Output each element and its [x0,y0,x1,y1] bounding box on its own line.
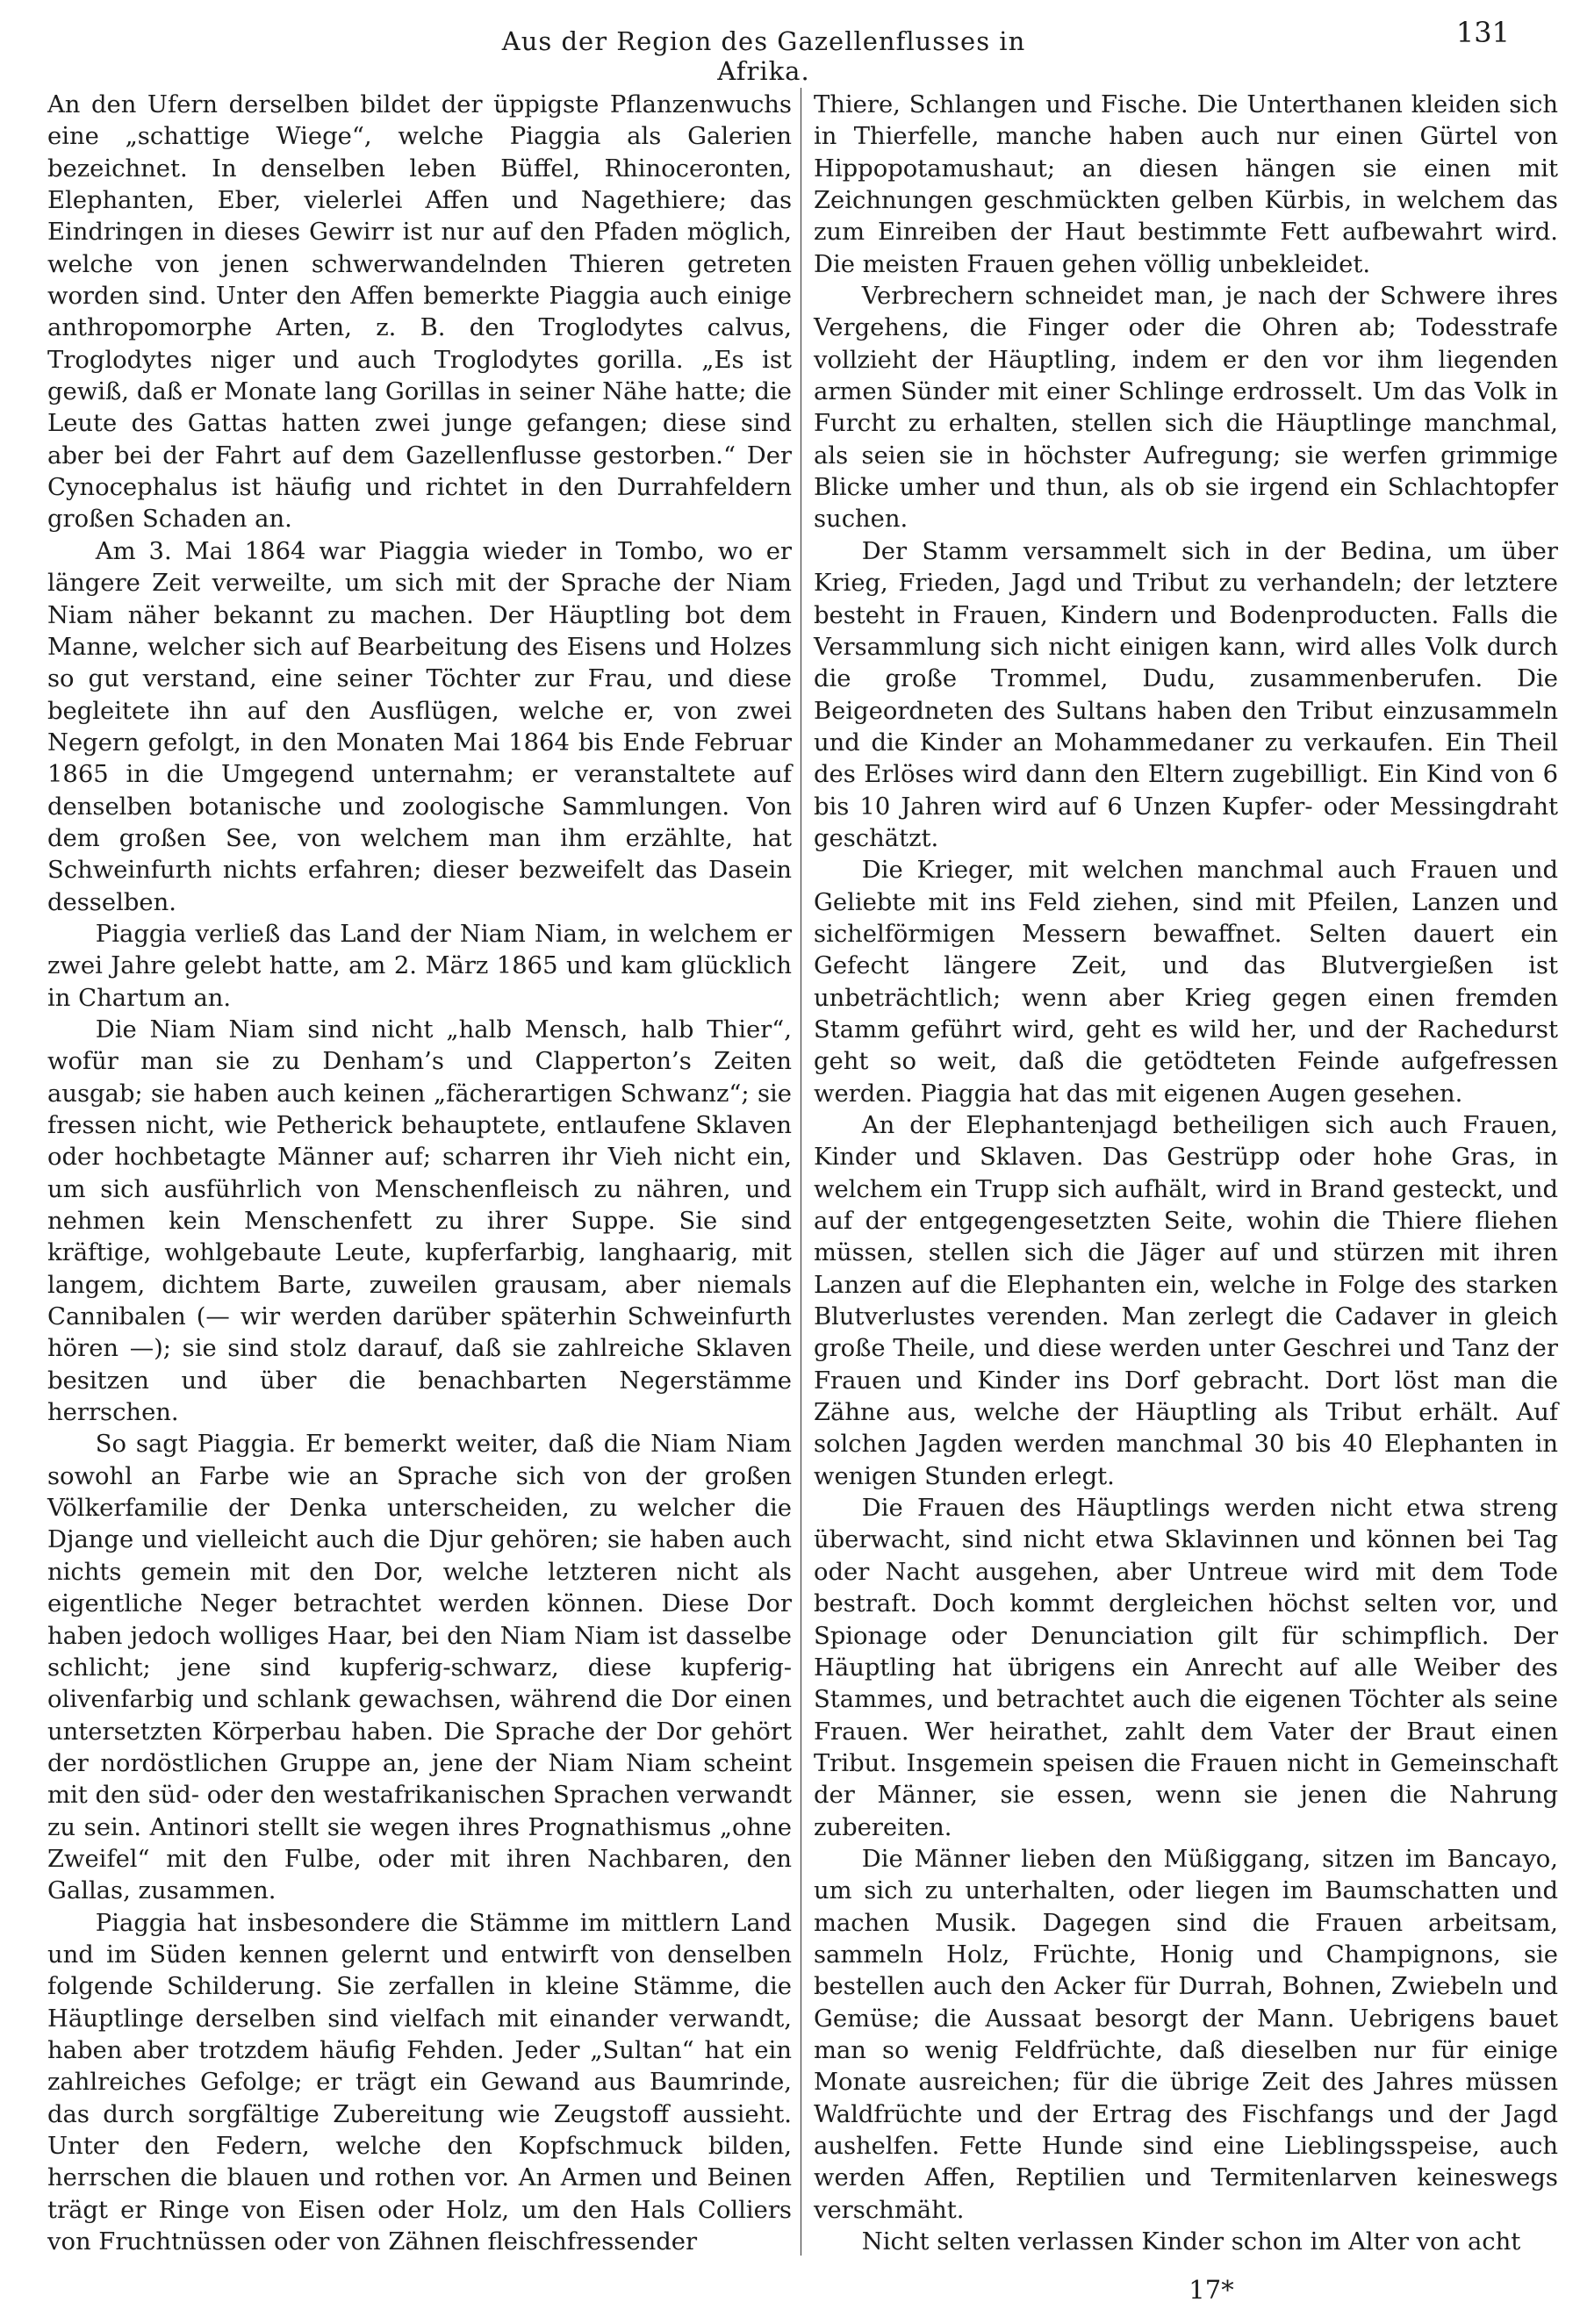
paragraph: Piaggia hat insbesondere die Stämme im mittlern Land und im Süden kennen gelernt und entwirft von denselben folgende Schilderung. Sie zerfallen in kleine Stämme, die Häuptlinge derselben sind vielfach mit einander verwandt, haben aber trotzdem häufig Fehden. Jeder „Sultan“ hat ein zahlreiches Gefolge; er trägt ein Gewand aus Baumrinde, das durch sorgfältige Zubereitung wie Zeugstoff aussieht. Unter den Federn, welche den Kopfschmuck bilden, herrschen die blauen und rothen vor. An Armen und Beinen trägt er Ringe von Eisen oder Holz, um den Hals Colliers von Fruchtnüssen oder von Zähnen fleischfressender [47,1909,792,2256]
running-head [0,16,1580,86]
paragraph: Verbrechern schneidet man, je nach der Schwere ihres Vergehens, die Finger oder die Ohren ab; Todesstrafe vollzieht der Häuptling, indem er den vor ihm liegenden armen Sünder mit einer Schlinge erdrosselt. Um das Volk in Furcht zu erhalten, stellen sich die Häuptlinge manchmal, als seien sie in höchster Aufregung; sie werfen grimmige Blicke umher und thun, als ob sie irgend ein Schlachtopfer suchen. [814,283,1558,534]
paragraph: Die Krieger, mit welchen manchmal auch Frauen und Geliebte mit ins Feld ziehen, sind mit Pfeilen, Lanzen und sichelförmigen Messern bewaffnet. Selten dauert ein Gefecht längere Zeit, und das Blutvergießen ist unbeträchtlich; wenn aber Krieg gegen einen fremden Stamm geführt wird, geht es wild her, und der Rachedurst geht so weit, daß die getödteten Feinde aufgefressen werden. Piaggia hat das mit eigenen Augen gesehen. [814,857,1558,1108]
paragraph: Die Männer lieben den Müßiggang, sitzen im Bancayo, um sich zu unterhalten, oder liegen im Baumschatten und machen Musik. Dagegen sind die Frauen arbeitsam, sammeln Holz, Früchte, Honig und Champignons, sie bestellen auch den Acker für Durrah, Bohnen, Zwiebeln und Gemüse; die Aussaat besorgt der Mann. Uebrigens bauet man so wenig Feldfrüchte, daß dieselben nur für einige Monate ausreichen; für die übrige Zeit des Jahres müssen Waldfrüchte und der Ertrag des Fischfangs und der Jagd aushelfen. Fette Hunde sind eine Lieblingsspeise, auch werden Affen, Reptilien und Termitenlarven keineswegs verschmäht. [814,1845,1558,2224]
paragraph: Die Frauen des Häuptlings werden nicht etwa streng überwacht, sind nicht etwa Sklavinnen und können bei Tag oder Nacht ausgehen, aber Untreue wird mit dem Tode bestraft. Doch kommt dergleichen höchst selten vor, und Spionage oder Denunciation gilt für schimpflich. Der Häuptling hat übrigens ein Anrecht auf alle Weiber des Stammes, und betrachtet auch die eigenen Töchter als seine Frauen. Wer heirathet, zahlt dem Vater der Braut einen Tribut. Insgemein speisen die Frauen nicht in Gemeinschaft der Männer, sie essen, wenn sie jenen die Nahrung zubereiten. [814,1495,1558,1841]
paragraph: Der Stamm versammelt sich in der Bedina, um über Krieg, Frieden, Jagd und Tribut zu verhandeln; der letztere besteht in Frauen, Kindern und Bodenproducten. Falls die Versammlung sich nicht einigen kann, wird alles Volk durch die große Trommel, Dudu, zusammenberufen. Die Beigeordneten des Sultans haben den Tribut einzusammeln und die Kinder an Mohammedaner zu verkaufen. Ein Theil des Erlöses wird dann den Eltern zugebilligt. Ein Kind von 6 bis 10 Jahren wird auf 6 Unzen Kupfer- oder Messingdraht geschätzt. [814,537,1558,852]
paragraph: Die Niam Niam sind nicht „halb Mensch, halb Thier“, wofür man sie zu Denham’s und Clapperton’s Zeiten ausgab; sie haben auch keinen „fächerartigen Schwanz“; sie fressen nicht, wie Petherick behauptete, entlaufene Sklaven oder hochbetagte Männer auf; scharren ihr Vieh nicht ein, um sich ausführlich von Menschenfleisch zu nähren, und nehmen kein Menschenfett zu ihrer Suppe. Sie sind kräftige, wohlgebaute Leute, kupferfarbig, langhaarig, mit langem, dichtem Barte, zuweilen grausam, aber niemals Cannibalen (— wir werden darüber späterhin Schweinfurth hören —); sie sind stolz darauf, daß sie zahlreiche Sklaven besitzen und über die benachbarten Negerstämme herrschen. [47,1015,792,1427]
paragraph: Thiere, Schlangen und Fische. Die Unterthanen kleiden sich in Thierfelle, manche haben auch nur einen Gürtel von Hippopotamushaut; an diesen hängen sie einen mit Zeichnungen geschmückten gelben Kürbis, in welchem das zum Einreiben der Haut bestimmte Fett aufbewahrt wird. Die meisten Frauen gehen völlig unbekleidet. [814,91,1558,278]
signature-mark: 17* [1189,2275,1234,2305]
paragraph: Nicht selten verlassen Kinder schon im Alter von acht [861,2228,1521,2256]
right-column [814,90,1558,2258]
page-number: 131 [1455,16,1510,49]
paragraph: An der Elephantenjagd betheiligen sich auch Frauen, Kinder und Sklaven. Das Gestrüpp oder hohe Gras, in welchem ein Trupp sich aufhält, wird in Brand gesteckt, und auf der entgegengesetzten Seite, wohin die Thiere fliehen müssen, stellen sich die Jäger auf und stürzen mit ihren Lanzen auf die Elephanten ein, welche in Folge des starken Blutverlustes verenden. Man zerlegt die Cadaver in gleich große Theile, und diese werden unter Geschrei und Tanz der Frauen und Kinder ins Dorf gebracht. Dort löst man die Zähne aus, welche der Häuptling als Tribut erhält. Auf solchen Jagden werden manchmal 30 bis 40 Elephanten in wenigen Stunden erlegt. [814,1112,1558,1490]
left-column [47,90,792,2258]
paragraph: So sagt Piaggia. Er bemerkt weiter, daß die Niam Niam sowohl an Farbe wie an Sprache sich von der großen Völkerfamilie der Denka unterscheiden, zu welcher die Djange und vielleicht auch die Djur gehören; sie haben auch nichts gemein mit den Dor, welche letzteren nicht als eigentliche Neger betrachtet werden können. Diese Dor haben jedoch wolliges Haar, bei den Niam Niam ist dasselbe schlicht; jene sind kupferig-schwarz, diese kupferig-olivenfarbig und schlank gewachsen, während die Dor einen untersetzten Körperbau haben. Die Sprache der Dor gehört der nordöstlichen Gruppe an, jene der Niam Niam scheint mit den süd- oder den westafrikanischen Sprachen verwandt zu sein. Antinori stellt sie wegen ihres Prognathismus „ohne Zweifel“ mit den Fulbe, oder mit ihren Nachbaren, den Gallas, zusammen. [47,1431,792,1905]
running-title: Aus der Region des Gazellenflusses in Afrika. [501,26,1026,86]
paragraph: Piaggia verließ das Land der Niam Niam, in welchem er zwei Jahre gelebt hatte, am 2. März 1865 und kam glücklich in Chartum an. [47,920,792,1012]
paragraph: Am 3. Mai 1864 war Piaggia wieder in Tombo, wo er längere Zeit verweilte, um sich mit der Sprache der Niam Niam näher bekannt zu machen. Der Häuptling bot dem Manne, welcher sich auf Bearbeitung des Eisens und Holzes so gut verstand, eine seiner Töchter zur Frau, und diese begleitete ihn auf den Ausflügen, welche er, von zwei Negern gefolgt, in den Monaten Mai 1864 bis Ende Februar 1865 in die Umgegend unternahm; er veranstaltete auf denselben botanische und zoologische Sammlungen. Von dem großen See, von welchem man ihm erzählte, hat Schweinfurth nichts erfahren; dieser bezweifelt das Dasein desselben. [47,537,792,916]
paragraph: An den Ufern derselben bildet der üppigste Pflanzenwuchs eine „schattige Wiege“, welche Piaggia als Galerien bezeichnet. In denselben leben Büffel, Rhinoceronten, Elephanten, Eber, vielerlei Affen und Nagethiere; das Eindringen in dieses Gewirr ist nur auf den Pfaden möglich, welche von jenen schwerwandelnden Thieren getreten worden sind. Unter den Affen bemerkte Piaggia auch einige anthropomorphe Arten, z. B. den Troglodytes calvus, Troglodytes niger und auch Troglodytes gorilla. „Es ist gewiß, daß er Monate lang Gorillas in seiner Nähe hatte; die Leute des Gattas hatten zwei junge gefangen; diese sind aber bei der Fahrt auf dem Gazellenflusse gestorben.“ Der Cynocephalus ist häufig und richtet in den Durrahfeldern großen Schaden an. [47,91,792,534]
